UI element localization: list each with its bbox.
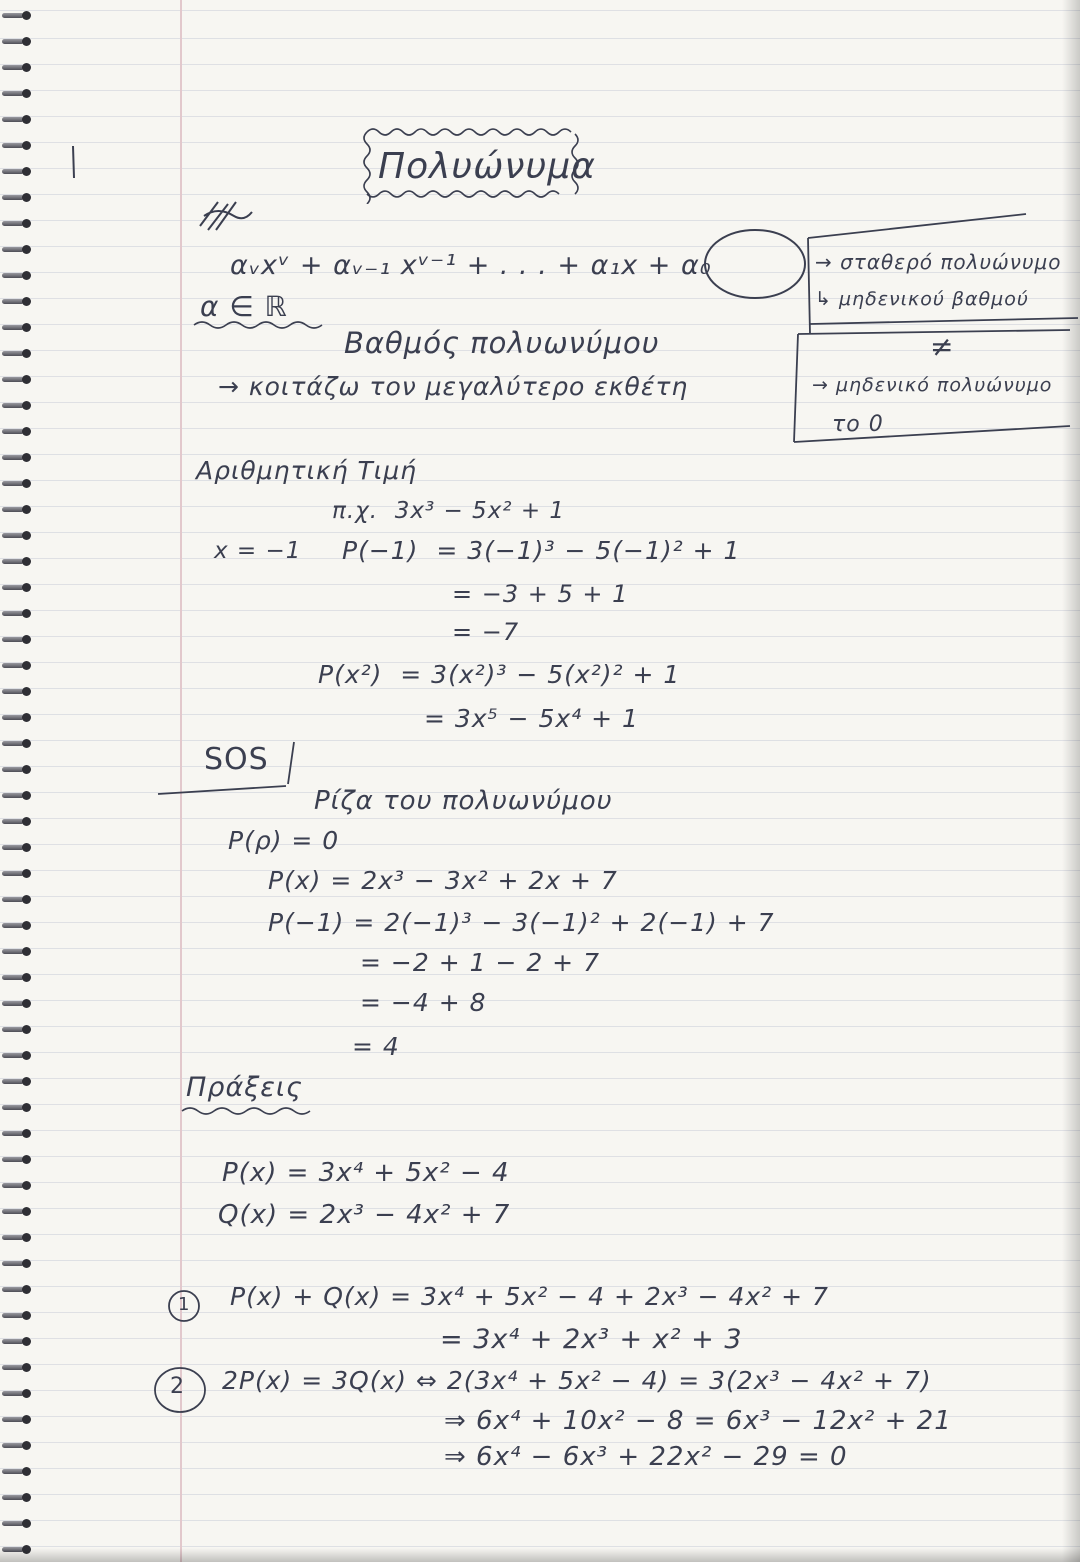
root-line-4: = 4: [352, 1032, 400, 1061]
spiral-ring: [2, 218, 30, 230]
spiral-ring: [2, 296, 30, 308]
root-line-3: = −4 + 8: [360, 988, 487, 1017]
spiral-ring: [2, 1362, 30, 1374]
spiral-ring: [2, 270, 30, 282]
spiral-ring: [2, 1076, 30, 1088]
spiral-ring: [2, 660, 30, 672]
spiral-ring: [2, 1336, 30, 1348]
side-note-zero-value: το 0: [832, 412, 884, 437]
spiral-ring: [2, 1154, 30, 1166]
scribble-mark: [196, 196, 262, 236]
underline-coefficients: [190, 318, 340, 332]
spiral-ring: [2, 1206, 30, 1218]
spiral-ring: [2, 1180, 30, 1192]
root-definition: P(ρ) = 0: [228, 826, 340, 855]
spiral-ring: [2, 478, 30, 490]
operations-q: Q(x) = 2x³ − 4x² + 7: [218, 1200, 511, 1230]
spiral-ring: [2, 322, 30, 334]
spiral-ring: [2, 192, 30, 204]
spiral-ring: [2, 10, 30, 22]
spiral-ring: [2, 764, 30, 776]
spiral-ring: [2, 738, 30, 750]
root-poly: P(x) = 2x³ − 3x² + 2x + 7: [268, 866, 618, 895]
spiral-ring: [2, 946, 30, 958]
spiral-ring: [2, 894, 30, 906]
spiral-ring: [2, 816, 30, 828]
root-heading: Ρίζα του πολυωνύμου: [314, 786, 613, 816]
spiral-ring: [2, 998, 30, 1010]
item-1-line-1: P(x) + Q(x) = 3x⁴ + 5x² − 4 + 2x³ − 4x² + 7: [230, 1282, 829, 1311]
spiral-ring: [2, 920, 30, 932]
spiral-ring: [2, 36, 30, 48]
side-note-zero-degree: ↳ μηδενικού βαθμού: [815, 288, 1029, 310]
numeric-line-1: P(−1) = 3(−1)³ − 5(−1)² + 1: [342, 536, 741, 565]
page-bottom-shadow: [0, 1548, 1080, 1562]
page-title: Πολυώνυμα: [378, 146, 596, 187]
spiral-ring: [2, 790, 30, 802]
spiral-ring: [2, 114, 30, 126]
numeric-value-heading: Αριθμητική Τιμή: [196, 456, 417, 485]
spiral-ring: [2, 1232, 30, 1244]
spiral-ring: [2, 530, 30, 542]
spiral-ring: [2, 140, 30, 152]
spiral-ring: [2, 1102, 30, 1114]
spiral-ring: [2, 556, 30, 568]
spiral-ring: [2, 686, 30, 698]
spiral-ring: [2, 1518, 30, 1530]
spiral-ring: [2, 1388, 30, 1400]
numeric-value-given: x = −1: [214, 538, 302, 564]
pen-mark: [66, 142, 80, 182]
spiral-ring: [2, 1440, 30, 1452]
item-2-line-3: ⇒ 6x⁴ − 6x³ + 22x² − 29 = 0: [444, 1442, 848, 1472]
numeric-line-2: = −3 + 5 + 1: [452, 580, 629, 608]
degree-heading: Βαθμός πολυωνύμου: [344, 326, 660, 360]
spiral-ring: [2, 452, 30, 464]
item-1-number: 1: [178, 1294, 191, 1315]
coefficients-note: α ∈ ℝ: [200, 290, 288, 323]
spiral-ring: [2, 62, 30, 74]
underline-operations: [178, 1104, 328, 1118]
item-2-line-2: ⇒ 6x⁴ + 10x² − 8 = 6x³ − 12x² + 21: [444, 1406, 952, 1436]
operations-p: P(x) = 3x⁴ + 5x² − 4: [222, 1158, 510, 1188]
spiral-ring: [2, 166, 30, 178]
spiral-ring: [2, 244, 30, 256]
spiral-ring: [2, 1466, 30, 1478]
spiral-binding: [0, 0, 40, 1562]
spiral-ring: [2, 972, 30, 984]
spiral-ring: [2, 348, 30, 360]
spiral-ring: [2, 1310, 30, 1322]
spiral-ring: [2, 608, 30, 620]
side-note-constant: → σταθερό πολυώνυμο: [815, 250, 1062, 274]
operations-heading: Πράξεις: [186, 1072, 303, 1103]
spiral-ring: [2, 374, 30, 386]
spiral-ring: [2, 582, 30, 594]
item-2-number: 2: [170, 1374, 185, 1399]
spiral-ring: [2, 1414, 30, 1426]
sos-label: SOS: [204, 742, 269, 777]
spiral-ring: [2, 868, 30, 880]
root-line-1: P(−1) = 2(−1)³ − 3(−1)² + 2(−1) + 7: [268, 908, 775, 937]
spiral-ring: [2, 426, 30, 438]
spiral-ring: [2, 88, 30, 100]
side-note-not-equal: ≠: [930, 330, 955, 363]
numeric-line-5: = 3x⁵ − 5x⁴ + 1: [424, 704, 639, 733]
spiral-ring: [2, 1492, 30, 1504]
general-form: αᵥxᵛ + αᵥ₋₁ xᵛ⁻¹ + . . . + α₁x + α₀: [230, 250, 712, 281]
sos-frame: [156, 738, 306, 798]
degree-rule: → κοιτάζω τον μεγαλύτερο εκθέτη: [218, 372, 689, 401]
spiral-ring: [2, 712, 30, 724]
item-1-line-2: = 3x⁴ + 2x³ + x² + 3: [440, 1324, 743, 1355]
side-note-zero-polynomial: → μηδενικό πολυώνυμο: [812, 374, 1053, 396]
numeric-line-4: P(x²) = 3(x²)³ − 5(x²)² + 1: [318, 660, 681, 689]
spiral-ring: [2, 1128, 30, 1140]
spiral-ring: [2, 1024, 30, 1036]
spiral-ring: [2, 634, 30, 646]
spiral-ring: [2, 842, 30, 854]
spiral-ring: [2, 400, 30, 412]
root-line-2: = −2 + 1 − 2 + 7: [360, 948, 600, 977]
spiral-ring: [2, 1050, 30, 1062]
spiral-ring: [2, 1284, 30, 1296]
numeric-line-3: = −7: [452, 618, 520, 646]
numeric-value-example: π.χ. 3x³ − 5x² + 1: [332, 498, 566, 524]
spiral-ring: [2, 1258, 30, 1270]
item-2-line-1: 2P(x) = 3Q(x) ⇔ 2(3x⁴ + 5x² − 4) = 3(2x³ − 4x² + 7): [222, 1366, 932, 1395]
spiral-ring: [2, 504, 30, 516]
